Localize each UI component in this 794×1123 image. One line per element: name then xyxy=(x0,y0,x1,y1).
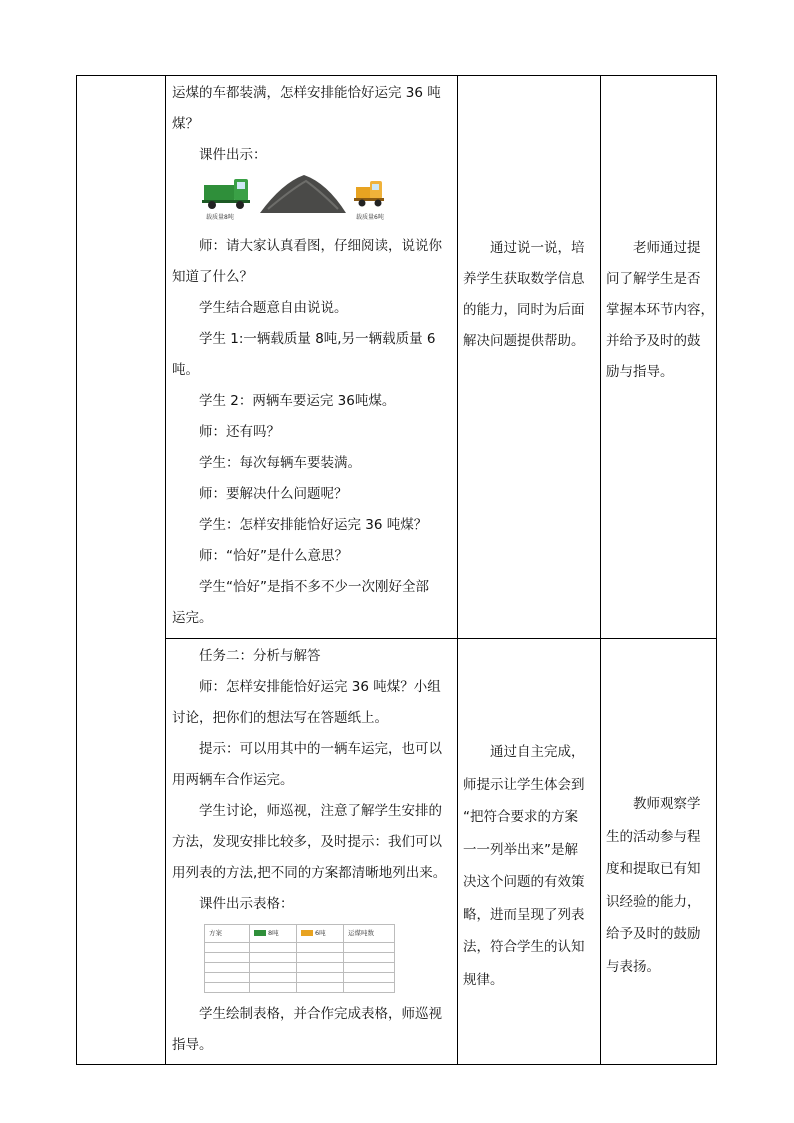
process-text: 指导。 xyxy=(172,1037,213,1053)
dialog-line: 师：要解决什么问题呢？ xyxy=(199,486,348,502)
dialog-line: 学生 1:一辆载质量 8吨,另一辆载质量 6 xyxy=(199,331,436,347)
courseware-label: 课件出示表格： xyxy=(199,896,294,912)
process-text: 用两辆车合作运完。 xyxy=(172,772,294,788)
evaluation-text: 度和提取已有知 xyxy=(606,861,701,877)
dialog-line: 师：“恰好”是什么意思？ xyxy=(199,548,348,564)
evaluation-cell-1 xyxy=(606,233,716,388)
process-cell-2 xyxy=(172,641,454,1061)
courseware-label: 课件出示： xyxy=(199,147,267,163)
process-text: 提示：可以用其中的一辆车运完，也可以 xyxy=(199,741,442,757)
evaluation-text: 问了解学生是否 xyxy=(606,271,701,287)
column-divider xyxy=(600,76,601,1064)
dialog-line: 师：还有吗？ xyxy=(199,424,280,440)
dialog-line: 学生：每次每辆车要装满。 xyxy=(199,455,361,471)
evaluation-text: 并给予及时的鼓 xyxy=(606,333,701,349)
intent-text: 法，符合学生的认知 xyxy=(463,939,585,955)
dialog-line: 吨。 xyxy=(172,362,199,378)
process-text: 煤？ xyxy=(172,116,199,132)
intent-text: 养学生获取数学信息 xyxy=(463,271,585,287)
intent-text: “把符合要求的方案 xyxy=(463,809,578,825)
process-text: 运煤的车都装满，怎样安排能恰好运完 36 吨 xyxy=(172,85,441,101)
yellow-truck-icon xyxy=(354,181,384,207)
process-text: 用列表的方法,把不同的方案都清晰地列出来。 xyxy=(172,865,447,881)
truck-coal-illustration xyxy=(202,173,402,227)
yellow-truck-icon xyxy=(301,930,313,936)
intent-text: 一一列举出来”是解 xyxy=(463,841,578,858)
evaluation-text: 给予及时的鼓励 xyxy=(606,926,701,942)
dialog-line: 师：请大家认真看图，仔细阅读，说说你 xyxy=(199,238,442,254)
lesson-table xyxy=(76,75,717,1065)
intent-cell-1 xyxy=(463,233,597,357)
truck2-caption: 载质量6吨 xyxy=(356,214,384,221)
dialog-line: 学生：怎样安排能恰好运完 36 吨煤？ xyxy=(199,517,428,533)
green-truck-icon xyxy=(254,930,266,936)
process-text: 讨论，把你们的想法写在答题纸上。 xyxy=(172,710,388,726)
truck1-caption: 载质量8吨 xyxy=(206,214,234,221)
intent-text: 通过说一说，培 xyxy=(490,240,585,256)
process-text: 方法，发现安排比较多，及时提示：我们可以 xyxy=(172,834,442,850)
dialog-line: 学生 2：两辆车要运完 36吨煤。 xyxy=(199,393,396,409)
process-text: 学生讨论，师巡视，注意了解学生安排的 xyxy=(199,803,442,819)
intent-text: 通过自主完成， xyxy=(490,744,585,760)
evaluation-cell-2 xyxy=(606,788,716,983)
evaluation-text: 教师观察学 xyxy=(633,796,701,812)
row-divider xyxy=(165,638,716,639)
dialog-line: 学生“恰好”是指不多不少一次刚好全部 xyxy=(199,579,429,595)
evaluation-text: 与表扬。 xyxy=(606,958,660,975)
intent-text: 解决问题提供帮助。 xyxy=(463,333,585,349)
dialog-line: 知道了什么？ xyxy=(172,269,253,285)
evaluation-text: 掌握本环节内容， xyxy=(606,302,714,318)
intent-text: 的能力，同时为后面 xyxy=(463,302,585,318)
process-cell-1 xyxy=(172,78,454,634)
coal-pile-icon xyxy=(260,175,346,213)
column-divider xyxy=(165,76,166,1064)
table-header: 运煤吨数 xyxy=(344,925,395,943)
table-header: 6吨 xyxy=(315,929,326,937)
process-text: 师：怎样安排能恰好运完 36 吨煤？小组 xyxy=(199,679,441,695)
intent-text: 略，进而呈现了列表 xyxy=(463,906,585,923)
intent-text: 师提示让学生体会到 xyxy=(463,776,585,793)
process-text: 学生绘制表格，并合作完成表格，师巡视 xyxy=(199,1006,442,1022)
intent-cell-2 xyxy=(463,736,597,996)
evaluation-text: 励与指导。 xyxy=(606,364,674,380)
column-divider xyxy=(457,76,458,1064)
intent-text: 决这个问题的有效策 xyxy=(463,874,585,890)
dialog-line: 运完。 xyxy=(172,610,213,626)
dialog-line: 学生结合题意自由说说。 xyxy=(199,300,348,316)
table-header: 方案 xyxy=(205,925,250,943)
table-header: 8吨 xyxy=(268,929,279,937)
green-truck-icon xyxy=(202,179,250,209)
evaluation-text: 老师通过提 xyxy=(633,240,701,256)
intent-text: 规律。 xyxy=(463,971,504,988)
evaluation-text: 生的活动参与程 xyxy=(606,828,701,845)
plan-table-image xyxy=(204,924,395,993)
evaluation-text: 识经验的能力， xyxy=(606,893,701,910)
task-heading: 任务二：分析与解答 xyxy=(199,648,321,664)
